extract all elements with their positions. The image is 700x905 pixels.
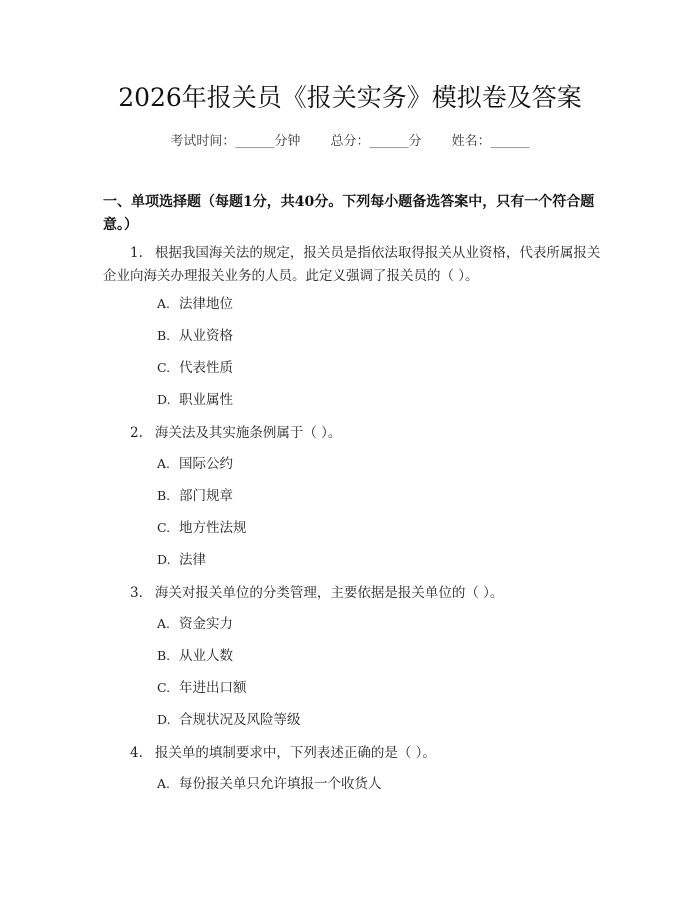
question-1 [103, 242, 603, 288]
option-letter: A. [157, 296, 171, 311]
question-number: 2. [130, 425, 143, 441]
option-letter: A. [157, 456, 171, 471]
option-1-c [157, 358, 233, 378]
option-2-d [157, 550, 206, 570]
option-letter: C. [157, 520, 171, 535]
option-letter: C. [157, 360, 171, 375]
option-letter: D. [157, 552, 171, 567]
option-1-d [157, 390, 233, 410]
question-2 [103, 422, 603, 445]
option-letter: B. [157, 488, 171, 503]
exam-info-line [0, 132, 700, 152]
option-letter: D. [157, 392, 171, 407]
question-number: 3. [130, 585, 143, 601]
section-heading: 一、单项选择题（每题1分，共40分。下列每小题备选答案中，只有一个符合题意。） [103, 194, 595, 233]
total-score-field: 总分：______分 [330, 134, 422, 149]
option-letter: A. [157, 616, 171, 631]
option-text: 法律地位 [179, 296, 233, 312]
option-text: 代表性质 [179, 360, 233, 376]
option-letter: B. [157, 648, 171, 663]
question-3 [103, 582, 603, 605]
option-2-a [157, 454, 233, 474]
question-number: 4. [130, 745, 143, 761]
option-3-a [157, 614, 233, 634]
option-3-c [157, 678, 247, 698]
option-3-d [157, 710, 301, 730]
option-1-b [157, 326, 233, 346]
option-text: 法律 [179, 552, 206, 568]
option-text: 地方性法规 [179, 520, 247, 536]
question-text: 报关单的填制要求中，下列表述正确的是（ ）。 [154, 745, 436, 761]
question-text: 海关对报关单位的分类管理，主要依据是报关单位的（ ）。 [154, 585, 504, 601]
option-text: 资金实力 [179, 616, 233, 632]
option-2-c [157, 518, 247, 538]
option-text: 从业人数 [179, 648, 233, 664]
option-letter: B. [157, 328, 171, 343]
option-4-a [157, 774, 382, 794]
option-3-b [157, 646, 233, 666]
student-name-field: 姓名：______ [451, 134, 530, 149]
option-text: 国际公约 [179, 456, 233, 472]
option-text: 职业属性 [179, 392, 233, 408]
option-text: 每份报关单只允许填报一个收货人 [179, 776, 382, 792]
option-2-b [157, 486, 233, 506]
option-text: 从业资格 [179, 328, 233, 344]
option-text: 合规状况及风险等级 [179, 712, 301, 728]
question-text: 海关法及其实施条例属于（ ）。 [154, 425, 342, 441]
question-4 [103, 742, 603, 765]
question-text: 根据我国海关法的规定，报关员是指依法取得报关从业资格，代表所属报关企业向海关办理报关业务的人员。此定义强调了报关员的（ ）。 [103, 245, 601, 284]
document-title: 2026年报关员《报关实务》模拟卷及答案 [118, 83, 582, 112]
option-letter: D. [157, 712, 171, 727]
option-letter: A. [157, 776, 171, 791]
option-text: 部门规章 [179, 488, 233, 504]
option-1-a [157, 294, 233, 314]
option-text: 年进出口额 [179, 680, 247, 696]
option-letter: C. [157, 680, 171, 695]
question-number: 1. [130, 245, 143, 261]
exam-time-field: 考试时间：______分钟 [170, 134, 301, 149]
